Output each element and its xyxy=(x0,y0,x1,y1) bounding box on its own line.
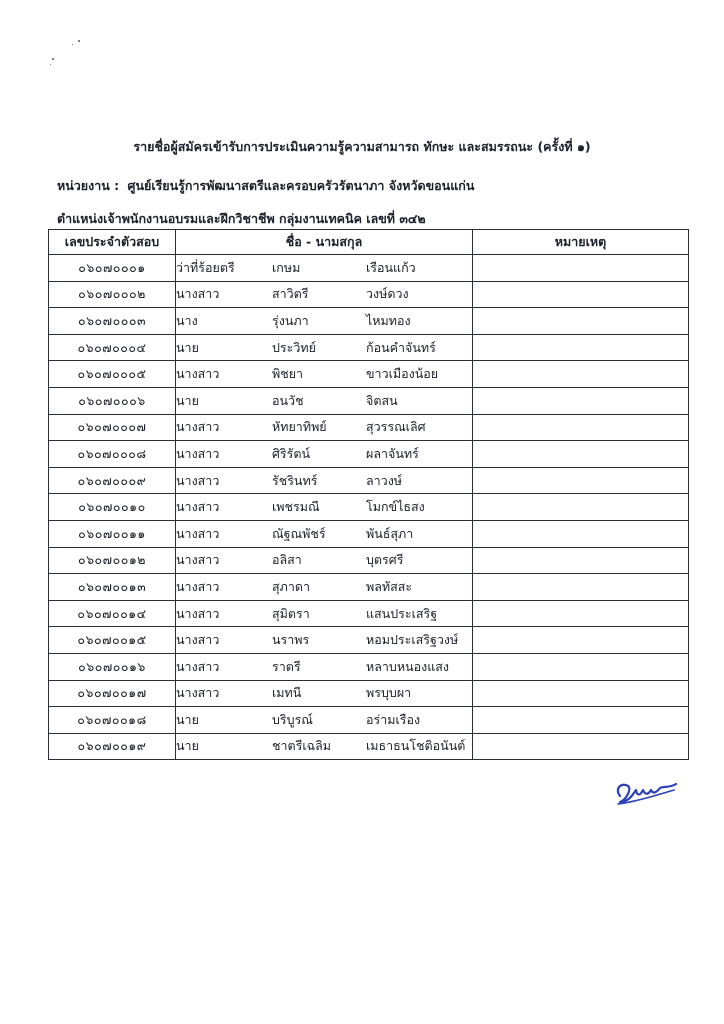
table-row xyxy=(49,281,689,308)
note-cell xyxy=(473,387,689,414)
candidate-name-cell xyxy=(176,574,473,601)
table-header-row xyxy=(49,230,689,255)
note-cell xyxy=(473,361,689,388)
table-row xyxy=(49,361,689,388)
name-prefix: นาย xyxy=(176,339,199,355)
candidate-id: ๐๖๐๗๐๐๑๙ xyxy=(49,733,176,760)
table-row xyxy=(49,707,689,734)
note-cell xyxy=(473,308,689,335)
name-prefix: นางสาว xyxy=(176,552,220,568)
scan-specks xyxy=(48,38,88,68)
last-name: พันธ์สุภา xyxy=(366,525,414,541)
candidate-name-cell xyxy=(176,387,473,414)
first-name: เกษม xyxy=(272,259,301,275)
table-row xyxy=(49,467,689,494)
candidate-id: ๐๖๐๗๐๐๑๑ xyxy=(49,520,176,547)
name-prefix: นางสาว xyxy=(176,632,220,648)
name-prefix: นางสาว xyxy=(176,286,220,302)
table-body xyxy=(49,255,689,760)
candidate-name-cell xyxy=(176,308,473,335)
last-name: หลาบหนองแสง xyxy=(366,658,450,674)
candidate-name-cell xyxy=(176,255,473,282)
table-row xyxy=(49,520,689,547)
table-row xyxy=(49,547,689,574)
first-name: อลิสา xyxy=(272,552,302,568)
name-prefix: นาย xyxy=(176,738,199,754)
note-cell xyxy=(473,467,689,494)
first-name: ศิริรัตน์ xyxy=(272,445,311,461)
candidate-id: ๐๖๐๗๐๐๐๘ xyxy=(49,441,176,468)
last-name: ขาวเมืองน้อย xyxy=(366,366,439,382)
candidate-id: ๐๖๐๗๐๐๐๒ xyxy=(49,281,176,308)
first-name: สุมิตรา xyxy=(272,605,310,621)
last-name: จิตสน xyxy=(366,392,398,408)
last-name: ไหมทอง xyxy=(366,312,411,328)
signature-icon xyxy=(610,776,682,812)
first-name: เมทนี xyxy=(272,685,302,701)
candidate-id: ๐๖๐๗๐๐๑๕ xyxy=(49,627,176,654)
candidate-id: ๐๖๐๗๐๐๐๕ xyxy=(49,361,176,388)
table-row xyxy=(49,387,689,414)
candidate-id: ๐๖๐๗๐๐๐๓ xyxy=(49,308,176,335)
candidate-id: ๐๖๐๗๐๐๐๗ xyxy=(49,414,176,441)
note-cell xyxy=(473,281,689,308)
candidate-name-cell xyxy=(176,627,473,654)
name-prefix: นางสาว xyxy=(176,658,220,674)
name-prefix: นางสาว xyxy=(176,605,220,621)
last-name: พรบุบผา xyxy=(366,685,412,701)
last-name: ก้อนคำจันทร์ xyxy=(366,339,436,355)
last-name: แสนประเสริฐ xyxy=(366,605,438,621)
last-name: พลทัสสะ xyxy=(366,578,413,594)
note-cell xyxy=(473,334,689,361)
candidate-id: ๐๖๐๗๐๐๑๓ xyxy=(49,574,176,601)
candidate-name-cell xyxy=(176,361,473,388)
candidate-name-cell xyxy=(176,334,473,361)
first-name: หัทยาทิพย์ xyxy=(272,419,327,435)
candidate-id: ๐๖๐๗๐๐๐๑ xyxy=(49,255,176,282)
name-prefix: นาง xyxy=(176,312,198,328)
position-line: ตำแหน่งเจ้าพนักงานอบรมและฝึกวิชาชีพ กลุ่มงานเทคนิค เลขที่ ๓๔๒ xyxy=(57,211,426,226)
candidate-name-cell xyxy=(176,600,473,627)
last-name: เรือนแก้ว xyxy=(366,259,416,275)
column-header-name: ชื่อ - นามสกุล xyxy=(176,230,473,255)
table-row xyxy=(49,653,689,680)
note-cell xyxy=(473,255,689,282)
first-name: พิชยา xyxy=(272,366,304,382)
name-prefix: นางสาว xyxy=(176,419,220,435)
candidate-name-cell xyxy=(176,441,473,468)
table-row xyxy=(49,627,689,654)
note-cell xyxy=(473,653,689,680)
name-prefix: นางสาว xyxy=(176,366,220,382)
column-header-id: เลขประจำตัวสอบ xyxy=(49,230,176,255)
candidate-name-cell xyxy=(176,707,473,734)
last-name: ผลาจันทร์ xyxy=(366,445,419,461)
last-name: อร่ามเรือง xyxy=(366,711,421,727)
column-header-note: หมายเหตุ xyxy=(473,230,689,255)
unit-label: หน่วยงาน : xyxy=(57,178,120,193)
last-name: บุตรศรี xyxy=(366,552,404,568)
document-title: รายชื่อผู้สมัครเข้ารับการประเมินความรู้ความสามารถ ทักษะ และสมรรถนะ (ครั้งที่ ๑) xyxy=(133,139,591,154)
candidate-id: ๐๖๐๗๐๐๑๔ xyxy=(49,600,176,627)
candidate-id: ๐๖๐๗๐๐๐๙ xyxy=(49,467,176,494)
table-row xyxy=(49,600,689,627)
candidate-id: ๐๖๐๗๐๐๐๖ xyxy=(49,387,176,414)
candidate-name-cell xyxy=(176,414,473,441)
first-name: นราพร xyxy=(272,632,310,648)
last-name: ลาวงษ์ xyxy=(366,472,403,488)
note-cell xyxy=(473,494,689,521)
name-prefix: นางสาว xyxy=(176,499,220,515)
table-row xyxy=(49,733,689,760)
first-name: ณัฐณพัชร์ xyxy=(272,525,326,541)
table-row xyxy=(49,255,689,282)
first-name: สาวิตรี xyxy=(272,286,309,302)
table-row xyxy=(49,494,689,521)
name-prefix: ว่าที่ร้อยตรี xyxy=(176,259,235,275)
candidate-name-cell xyxy=(176,520,473,547)
first-name: รัชรินทร์ xyxy=(272,472,318,488)
first-name: บริบูรณ์ xyxy=(272,711,313,727)
candidate-name-cell xyxy=(176,653,473,680)
note-cell xyxy=(473,627,689,654)
last-name: เมธาธนโชติอนันต์ xyxy=(366,738,466,754)
candidate-id: ๐๖๐๗๐๐๑๗ xyxy=(49,680,176,707)
name-prefix: นางสาว xyxy=(176,685,220,701)
first-name: รุ่งนภา xyxy=(272,312,309,328)
candidate-id: ๐๖๐๗๐๐๑๘ xyxy=(49,707,176,734)
name-prefix: นางสาว xyxy=(176,472,220,488)
table-row xyxy=(49,574,689,601)
name-prefix: นาย xyxy=(176,392,199,408)
last-name: วงษ์ดวง xyxy=(366,286,409,302)
table-row xyxy=(49,680,689,707)
candidate-name-cell xyxy=(176,281,473,308)
candidate-id: ๐๖๐๗๐๐๑๐ xyxy=(49,494,176,521)
candidate-id: ๐๖๐๗๐๐๑๒ xyxy=(49,547,176,574)
unit-name: ศูนย์เรียนรู้การพัฒนาสตรีและครอบครัวรัตนาภา จังหวัดขอนแก่น xyxy=(127,178,475,193)
candidate-name-cell xyxy=(176,467,473,494)
note-cell xyxy=(473,414,689,441)
name-prefix: นาย xyxy=(176,711,199,727)
last-name: สุวรรณเลิศ xyxy=(366,419,426,435)
last-name: หอมประเสริฐวงษ์ xyxy=(366,632,459,648)
name-prefix: นางสาว xyxy=(176,578,220,594)
note-cell xyxy=(473,441,689,468)
candidate-table xyxy=(48,229,689,760)
first-name: ประวิทย์ xyxy=(272,339,316,355)
first-name: อนวัช xyxy=(272,392,304,408)
table-row xyxy=(49,414,689,441)
note-cell xyxy=(473,600,689,627)
candidate-name-cell xyxy=(176,494,473,521)
first-name: สุภาดา xyxy=(272,578,311,594)
name-prefix: นางสาว xyxy=(176,525,220,541)
table-row xyxy=(49,334,689,361)
name-prefix: นางสาว xyxy=(176,445,220,461)
note-cell xyxy=(473,574,689,601)
first-name: เพชรมณี xyxy=(272,499,320,515)
note-cell xyxy=(473,547,689,574)
table-row xyxy=(49,308,689,335)
candidate-id: ๐๖๐๗๐๐๐๔ xyxy=(49,334,176,361)
note-cell xyxy=(473,733,689,760)
candidate-name-cell xyxy=(176,680,473,707)
note-cell xyxy=(473,680,689,707)
last-name: โมกข์ไธสง xyxy=(366,499,425,515)
table-row xyxy=(49,441,689,468)
first-name: ชาตรีเฉลิม xyxy=(272,738,332,754)
first-name: ราตรี xyxy=(272,658,301,674)
note-cell xyxy=(473,520,689,547)
note-cell xyxy=(473,707,689,734)
candidate-id: ๐๖๐๗๐๐๑๖ xyxy=(49,653,176,680)
unit-line xyxy=(57,176,474,196)
candidate-name-cell xyxy=(176,547,473,574)
candidate-name-cell xyxy=(176,733,473,760)
